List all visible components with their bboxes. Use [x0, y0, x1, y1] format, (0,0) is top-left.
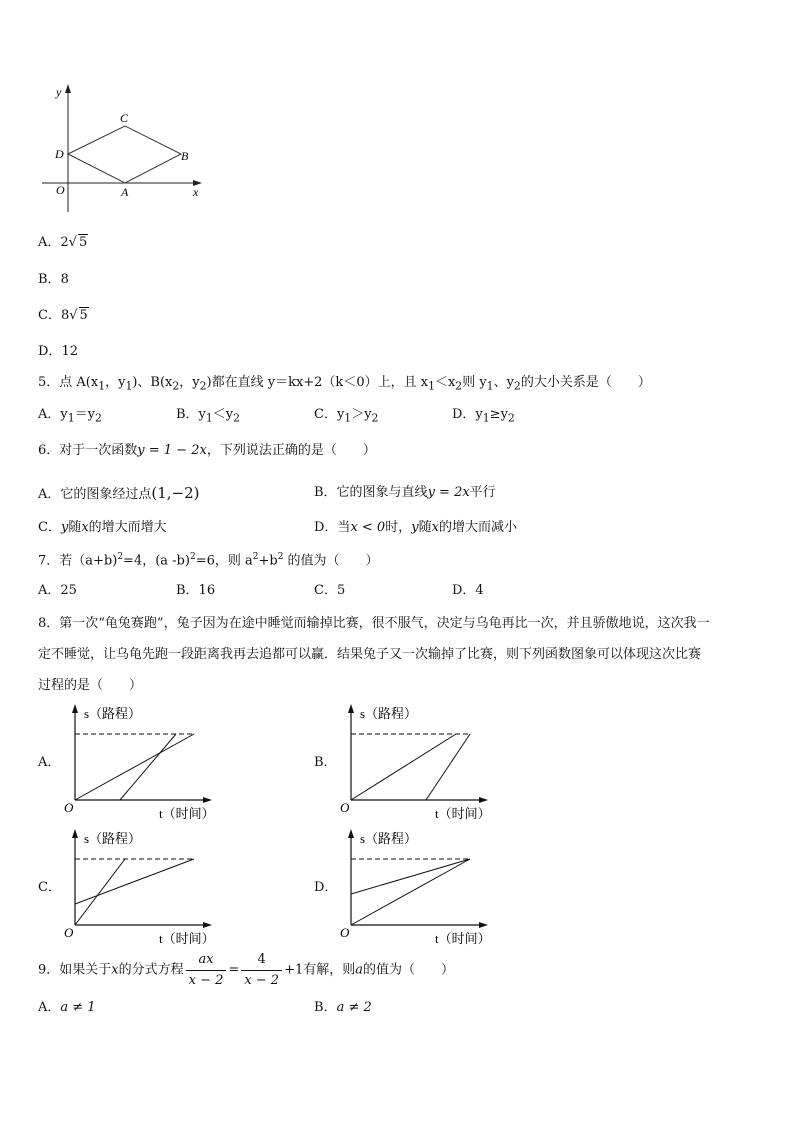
q9-stem: 9．如果关于x的分式方程 $\frac{ax}{x - 2}$ = $\frac{4}{x - 2}$ +1有解，则a的值为（ ）: [38, 952, 455, 988]
line-2: [351, 859, 470, 925]
q5-option-c: C．$y_1>y_2$: [314, 407, 379, 425]
q6-option-a: A．它的图象经过点(1,−2): [38, 484, 200, 502]
line-1: [351, 859, 470, 894]
fraction-4-over-x-2: $\frac{4}{x - 2}$: [241, 952, 282, 988]
q7-option-d: D．4: [452, 583, 484, 598]
q8-option-b-label: B．: [314, 755, 337, 770]
q4-option-c: C．8√ 5: [38, 308, 88, 323]
q8-stem-line1: 8．第一次“龟兔赛跑”，兔子因为在途中睡觉而输掉比赛，很不服气，决定与乌龟再比一次，并且骄傲地说，这次我一: [38, 616, 710, 631]
graph-x-arrow: [479, 922, 488, 928]
q8-stem-line2: 定不睡觉，让乌龟先跑一段距离我再去追都可以赢．结果兔子又一次输掉了比赛，则下列函数图象可以体现这次比赛: [38, 647, 702, 662]
q6-option-b: B．它的图象与直线y = 2x平行: [314, 485, 496, 500]
q5-option-d: D．$y_1\ge y_2$: [452, 407, 515, 425]
q7-option-a: A．25: [38, 583, 77, 598]
q7-option-b: B．16: [176, 583, 216, 598]
label-D: D: [55, 147, 64, 161]
q8-stem-line3: 过程的是（ ）: [38, 678, 143, 693]
q6-option-c: C．y随x的增大而增大: [38, 520, 167, 535]
graph-y-label: s（路程）: [84, 706, 142, 721]
q7-stem: 7．若（a+b)$^2$=4，(a -b)$^2$=6，则 $a^2+b^2$ 的值为（ ）: [38, 552, 379, 569]
q5-option-b: B．$y_1<y_2$: [176, 407, 241, 425]
label-B: B: [181, 149, 189, 163]
graph-x-label: t（时间）: [159, 931, 215, 946]
q5-option-a: A．$y_1=y_2$: [38, 407, 102, 425]
q8-option-d-label: D．: [314, 880, 338, 895]
label-A: A: [121, 185, 129, 199]
label-x: x: [193, 185, 199, 199]
graph-y-label: s（路程）: [360, 831, 418, 846]
q5-stem: 5．点 $A(x_1$，$y_1$)、$B(x_2$，$y_2$)都在直线 y＝kx+2（k＜0）上，且 $x_1<x_2$则 $y_1$、$y_2$的大小关系是（ ）: [38, 375, 651, 393]
q8-option-c-label: C．: [38, 880, 61, 895]
graph-y-label: s（路程）: [360, 706, 418, 721]
graph-x-label: t（时间）: [435, 806, 491, 821]
graph-y-arrow: [348, 829, 354, 838]
q8-option-a-label: A．: [38, 755, 61, 770]
q4-option-d: D．12: [38, 344, 78, 359]
q9-option-a: A．a ≠ 1: [38, 1000, 96, 1015]
label-y: y: [56, 85, 62, 99]
sqrt-symbol: √ 5: [69, 308, 88, 323]
graph-origin: O: [340, 800, 350, 815]
q7-option-c: C．5: [314, 583, 346, 598]
fraction-ax-over-x-2: $\frac{ax}{x - 2}$: [186, 952, 227, 988]
label-origin: O: [56, 183, 65, 197]
label-C: C: [120, 111, 129, 125]
q6-stem: 6．对于一次函数y = 1 − 2x，下列说法正确的是（ ）: [38, 443, 376, 458]
graph-origin: O: [340, 925, 350, 940]
q9-option-b: B．a ≠ 2: [314, 1000, 372, 1015]
graph-origin: O: [64, 800, 74, 815]
q4-option-b: B．8: [38, 272, 69, 287]
q6-option-d: D．当x < 0时，y随x的增大而减小: [314, 520, 517, 535]
graph-x-label: t（时间）: [159, 806, 215, 821]
graph-x-label: t（时间）: [435, 931, 491, 946]
sqrt-symbol: √ 5: [68, 235, 88, 250]
graph-origin: O: [64, 925, 74, 940]
graph-y-label: s（路程）: [84, 831, 142, 846]
q4-option-a: A．2√ 5: [38, 235, 88, 250]
